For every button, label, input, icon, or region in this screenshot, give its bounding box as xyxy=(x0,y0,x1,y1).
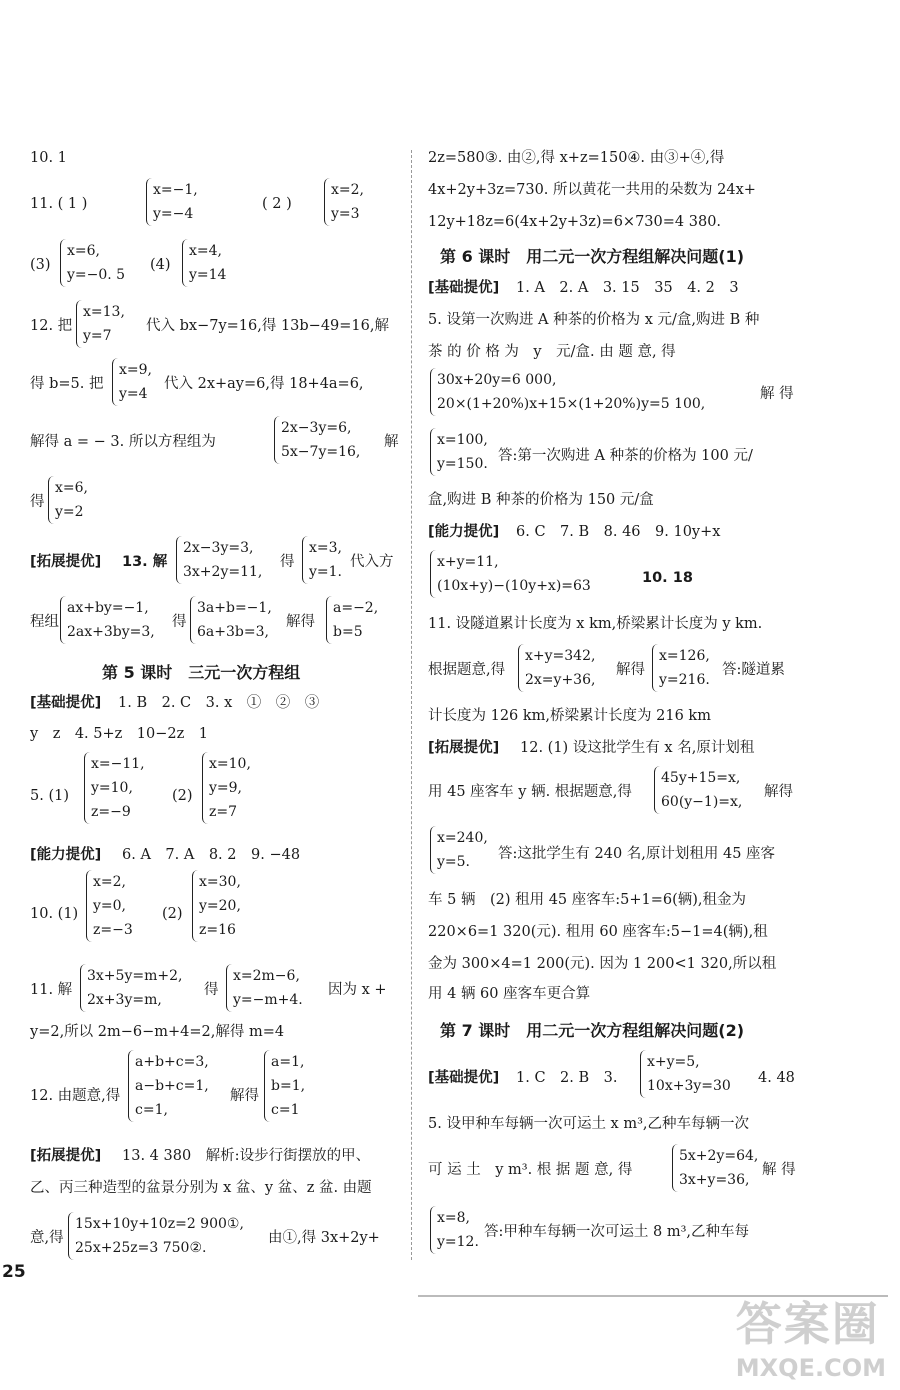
system-12-b: x=9, y=4 xyxy=(112,358,152,406)
answer-12-d: 得 xyxy=(30,494,45,510)
answer-13-sub: 代入方 xyxy=(350,554,394,570)
system-13-e: a=−2, b=5 xyxy=(326,596,378,644)
answer-13b-d: 由①,得 3x+2y+ xyxy=(268,1230,380,1246)
answer-10-label: 10. (1) xyxy=(30,906,79,922)
answer-12-b: 得 b=5. 把 xyxy=(30,376,104,392)
lesson-5-heading: 第 5 课时 三元一次方程组 xyxy=(102,663,301,682)
r-line-20: 金为 300×4=1 200(元). 因为 1 200<1 320,所以租 xyxy=(428,956,777,972)
system-13-b: x=3, y=1. xyxy=(302,536,342,584)
r-system-5: 5x+2y=64, 3x+y=36, xyxy=(672,1144,758,1192)
r-line-1: 2z=580③. 由②,得 x+z=150④. 由③+④,得 xyxy=(428,150,725,166)
r-solve-5: 解 得 xyxy=(762,1162,796,1178)
r-line-5: 5. 设第一次购进 A 种茶的价格为 x 元/盒,购进 B 种 xyxy=(428,312,760,328)
r-solve-1: 解 得 xyxy=(760,386,794,402)
answer-12-a-text: 代入 bx−7y=16,得 13b−49=16,解 xyxy=(146,318,389,334)
r-solve-11: 解得 xyxy=(616,662,645,678)
r-line-14: 计长度为 126 km,桥梁累计长度为 216 km xyxy=(428,708,711,724)
answer-11-label: 11. ( 1 ) xyxy=(30,196,88,212)
r-line-24: 可 运 土 y m³. 根 据 题 意, 得 xyxy=(428,1162,633,1178)
r-line-12: 11. 设隧道累计长度为 x km,桥梁累计长度为 y km. xyxy=(428,616,763,632)
answer-13-a: 13. 解 xyxy=(122,554,168,570)
r-solve-12: 解得 xyxy=(764,784,793,800)
watermark-url: MXQE.COM xyxy=(735,1354,886,1382)
answer-11b-result: y=2,所以 2m−6−m+4=2,解得 m=4 xyxy=(30,1024,285,1040)
answer-11b-because: 因为 x + xyxy=(328,982,387,998)
r-tag-basic: [基础提优] xyxy=(428,280,500,296)
r-answer-tea: 答:第一次购进 A 种茶的价格为 100 元/ xyxy=(498,448,753,464)
r-line-6: 茶 的 价 格 为 y 元/盒. 由 题 意, 得 xyxy=(428,344,676,360)
r-system-tea: 30x+20y=6 000, 20×(1+20%)x+15×(1+20%)y=5 100, xyxy=(430,368,705,416)
answer-13b-b: 乙、丙三种造型的盆景分别为 x 盆、y 盆、z 盆. 由题 xyxy=(30,1180,372,1196)
answer-5-label: 5. (1) xyxy=(30,788,69,804)
watermark xyxy=(736,1288,886,1382)
answer-10: 10. 1 xyxy=(30,150,67,166)
answer-12-c: 解得 a = − 3. 所以方程组为 xyxy=(30,434,216,450)
answer-13-de2: 得 xyxy=(172,614,187,630)
answer-11b-label: 11. 解 xyxy=(30,982,73,998)
answer-12b-label: 12. 由题意,得 xyxy=(30,1088,121,1104)
system-12-a: x=13, y=7 xyxy=(76,300,125,348)
answer-5-2-label: (2) xyxy=(172,788,193,804)
r-system-tea-sol: x=100, y=150. xyxy=(430,428,488,476)
r-line-21: 用 4 辆 60 座客车更合算 xyxy=(428,986,591,1002)
r-answer-11: 答:隧道累 xyxy=(722,662,785,678)
r-tag-extend: [拓展提优] xyxy=(428,740,500,756)
lesson-7-heading: 第 7 课时 用二元一次方程组解决问题(2) xyxy=(440,1021,745,1040)
answer-12-b-text: 代入 2x+ay=6,得 18+4a=6, xyxy=(164,376,364,392)
r-basic-answers-2: 1. C 2. B 3. xyxy=(516,1070,618,1086)
answer-11b-de: 得 xyxy=(204,982,219,998)
section-tag-ability: [能力提优] xyxy=(30,847,102,863)
system-12-d: x=6, y=2 xyxy=(48,476,88,524)
page-number: 25 xyxy=(2,1262,26,1282)
system-10-2: x=30, y=20, z=16 xyxy=(192,870,241,942)
r-line-2: 4x+2y+3z=730. 所以黄花一共用的朵数为 24x+ xyxy=(428,182,756,198)
answer-13-solve: 解得 xyxy=(286,614,315,630)
r-answer-5: 答:甲种车每辆一次可运土 8 m³,乙种车每 xyxy=(484,1224,749,1240)
r-system-9: x+y=11, (10x+y)−(10y+x)=63 xyxy=(430,550,591,598)
r-answer-4: 4. 48 xyxy=(758,1070,795,1086)
r-line-13: 根据题意,得 xyxy=(428,662,506,678)
answer-10-2-label: (2) xyxy=(162,906,183,922)
r-line-3: 12y+18z=6(4x+2y+3z)=6×730=4 380. xyxy=(428,214,722,230)
system-12-c: 2x−3y=6, 5x−7y=16, xyxy=(274,416,360,464)
r-line-19: 220×6=1 320(元). 租用 60 座客车:5−1=4(辆),租 xyxy=(428,924,768,940)
system-13-d: 3a+b=−1, 6a+3b=3, xyxy=(190,596,272,644)
watermark-logo: 答案圈 xyxy=(735,1297,880,1351)
r-answer-12: 答:这批学生有 240 名,原计划租用 45 座客 xyxy=(498,846,776,862)
answer-12-a: 12. 把 xyxy=(30,318,73,334)
section-tag-extend: [拓展提优] xyxy=(30,554,102,570)
r-line-23: 5. 设甲种车每辆一次可运土 x m³,乙种车每辆一次 xyxy=(428,1116,750,1132)
answer-13b-c: 意,得 xyxy=(30,1230,64,1246)
system-11b-2: x=2m−6, y=−m+4. xyxy=(226,964,303,1012)
r-system-5-sol: x=8, y=12. xyxy=(430,1206,479,1254)
answer-11-3-label: (3) xyxy=(30,257,51,273)
section-tag-extend-2: [拓展提优] xyxy=(30,1148,102,1164)
r-tag-ability: [能力提优] xyxy=(428,524,500,540)
system-11-4: x=4, y=14 xyxy=(182,239,226,287)
answer-13b-a: 13. 4 380 解析:设步行街摆放的甲、 xyxy=(122,1148,371,1164)
basic-answers-5: 1. B 2. C 3. x ① ② ③ xyxy=(118,695,320,711)
system-13-a: 2x−3y=3, 3x+2y=11, xyxy=(176,536,262,584)
system-13-c: ax+by=−1, 2ax+3by=3, xyxy=(60,596,155,644)
lesson-6-heading: 第 6 课时 用二元一次方程组解决问题(1) xyxy=(440,247,745,266)
system-10-1: x=2, y=0, z=−3 xyxy=(86,870,133,942)
left-column xyxy=(0,0,408,1260)
r-system-12: 45y+15=x, 60(y−1)=x, xyxy=(654,766,742,814)
r-line-15: 12. (1) 设这批学生有 x 名,原计划租 xyxy=(520,740,755,756)
r-line-9: 盒,购进 B 种茶的价格为 150 元/盒 xyxy=(428,492,654,508)
system-13b: 15x+10y+10z=2 900①, 25x+25z=3 750②. xyxy=(68,1212,244,1260)
system-5-2: x=10, y=9, z=7 xyxy=(202,752,251,824)
r-system-12-sol: x=240, y=5. xyxy=(430,826,488,874)
answer-11-4-label: (4) xyxy=(150,257,171,273)
basic-answers-5b: y z 4. 5+z 10−2z 1 xyxy=(30,726,208,742)
answer-11-2-label: ( 2 ) xyxy=(262,196,292,212)
answer-12b-solve: 解得 xyxy=(230,1088,259,1104)
system-11-3: x=6, y=−0. 5 xyxy=(60,239,125,287)
section-tag-basic: [基础提优] xyxy=(30,695,102,711)
r-tag-basic-2: [基础提优] xyxy=(428,1070,500,1086)
r-basic-answers: 1. A 2. A 3. 15 35 4. 2 3 xyxy=(516,280,739,296)
r-system-3: x+y=5, 10x+3y=30 xyxy=(640,1050,731,1098)
answer-12-c-end: 解 xyxy=(384,434,399,450)
system-11b-1: 3x+5y=m+2, 2x+3y=m, xyxy=(80,964,182,1012)
r-ability-answers: 6. C 7. B 8. 46 9. 10y+x xyxy=(516,524,721,540)
answer-13-de: 得 xyxy=(280,554,295,570)
r-system-11: x+y=342, 2x=y+36, xyxy=(518,644,595,692)
ability-answers-5: 6. A 7. A 8. 2 9. −48 xyxy=(122,847,301,863)
system-11-1: x=−1, y=−4 xyxy=(146,178,198,226)
right-column xyxy=(418,0,900,1260)
r-line-18: 车 5 辆 (2) 租用 45 座客车:5+1=6(辆),租金为 xyxy=(428,892,747,908)
column-divider xyxy=(411,150,412,1260)
answer-13-b: 程组 xyxy=(30,614,59,630)
r-system-11-sol: x=126, y=216. xyxy=(652,644,710,692)
r-answer-10: 10. 18 xyxy=(642,570,693,586)
r-line-16: 用 45 座客车 y 辆. 根据题意,得 xyxy=(428,784,632,800)
system-11-2: x=2, y=3 xyxy=(324,178,364,226)
system-12b-2: a=1, b=1, c=1 xyxy=(264,1050,305,1122)
system-12b-1: a+b+c=3, a−b+c=1, c=1, xyxy=(128,1050,209,1122)
system-5-1: x=−11, y=10, z=−9 xyxy=(84,752,145,824)
